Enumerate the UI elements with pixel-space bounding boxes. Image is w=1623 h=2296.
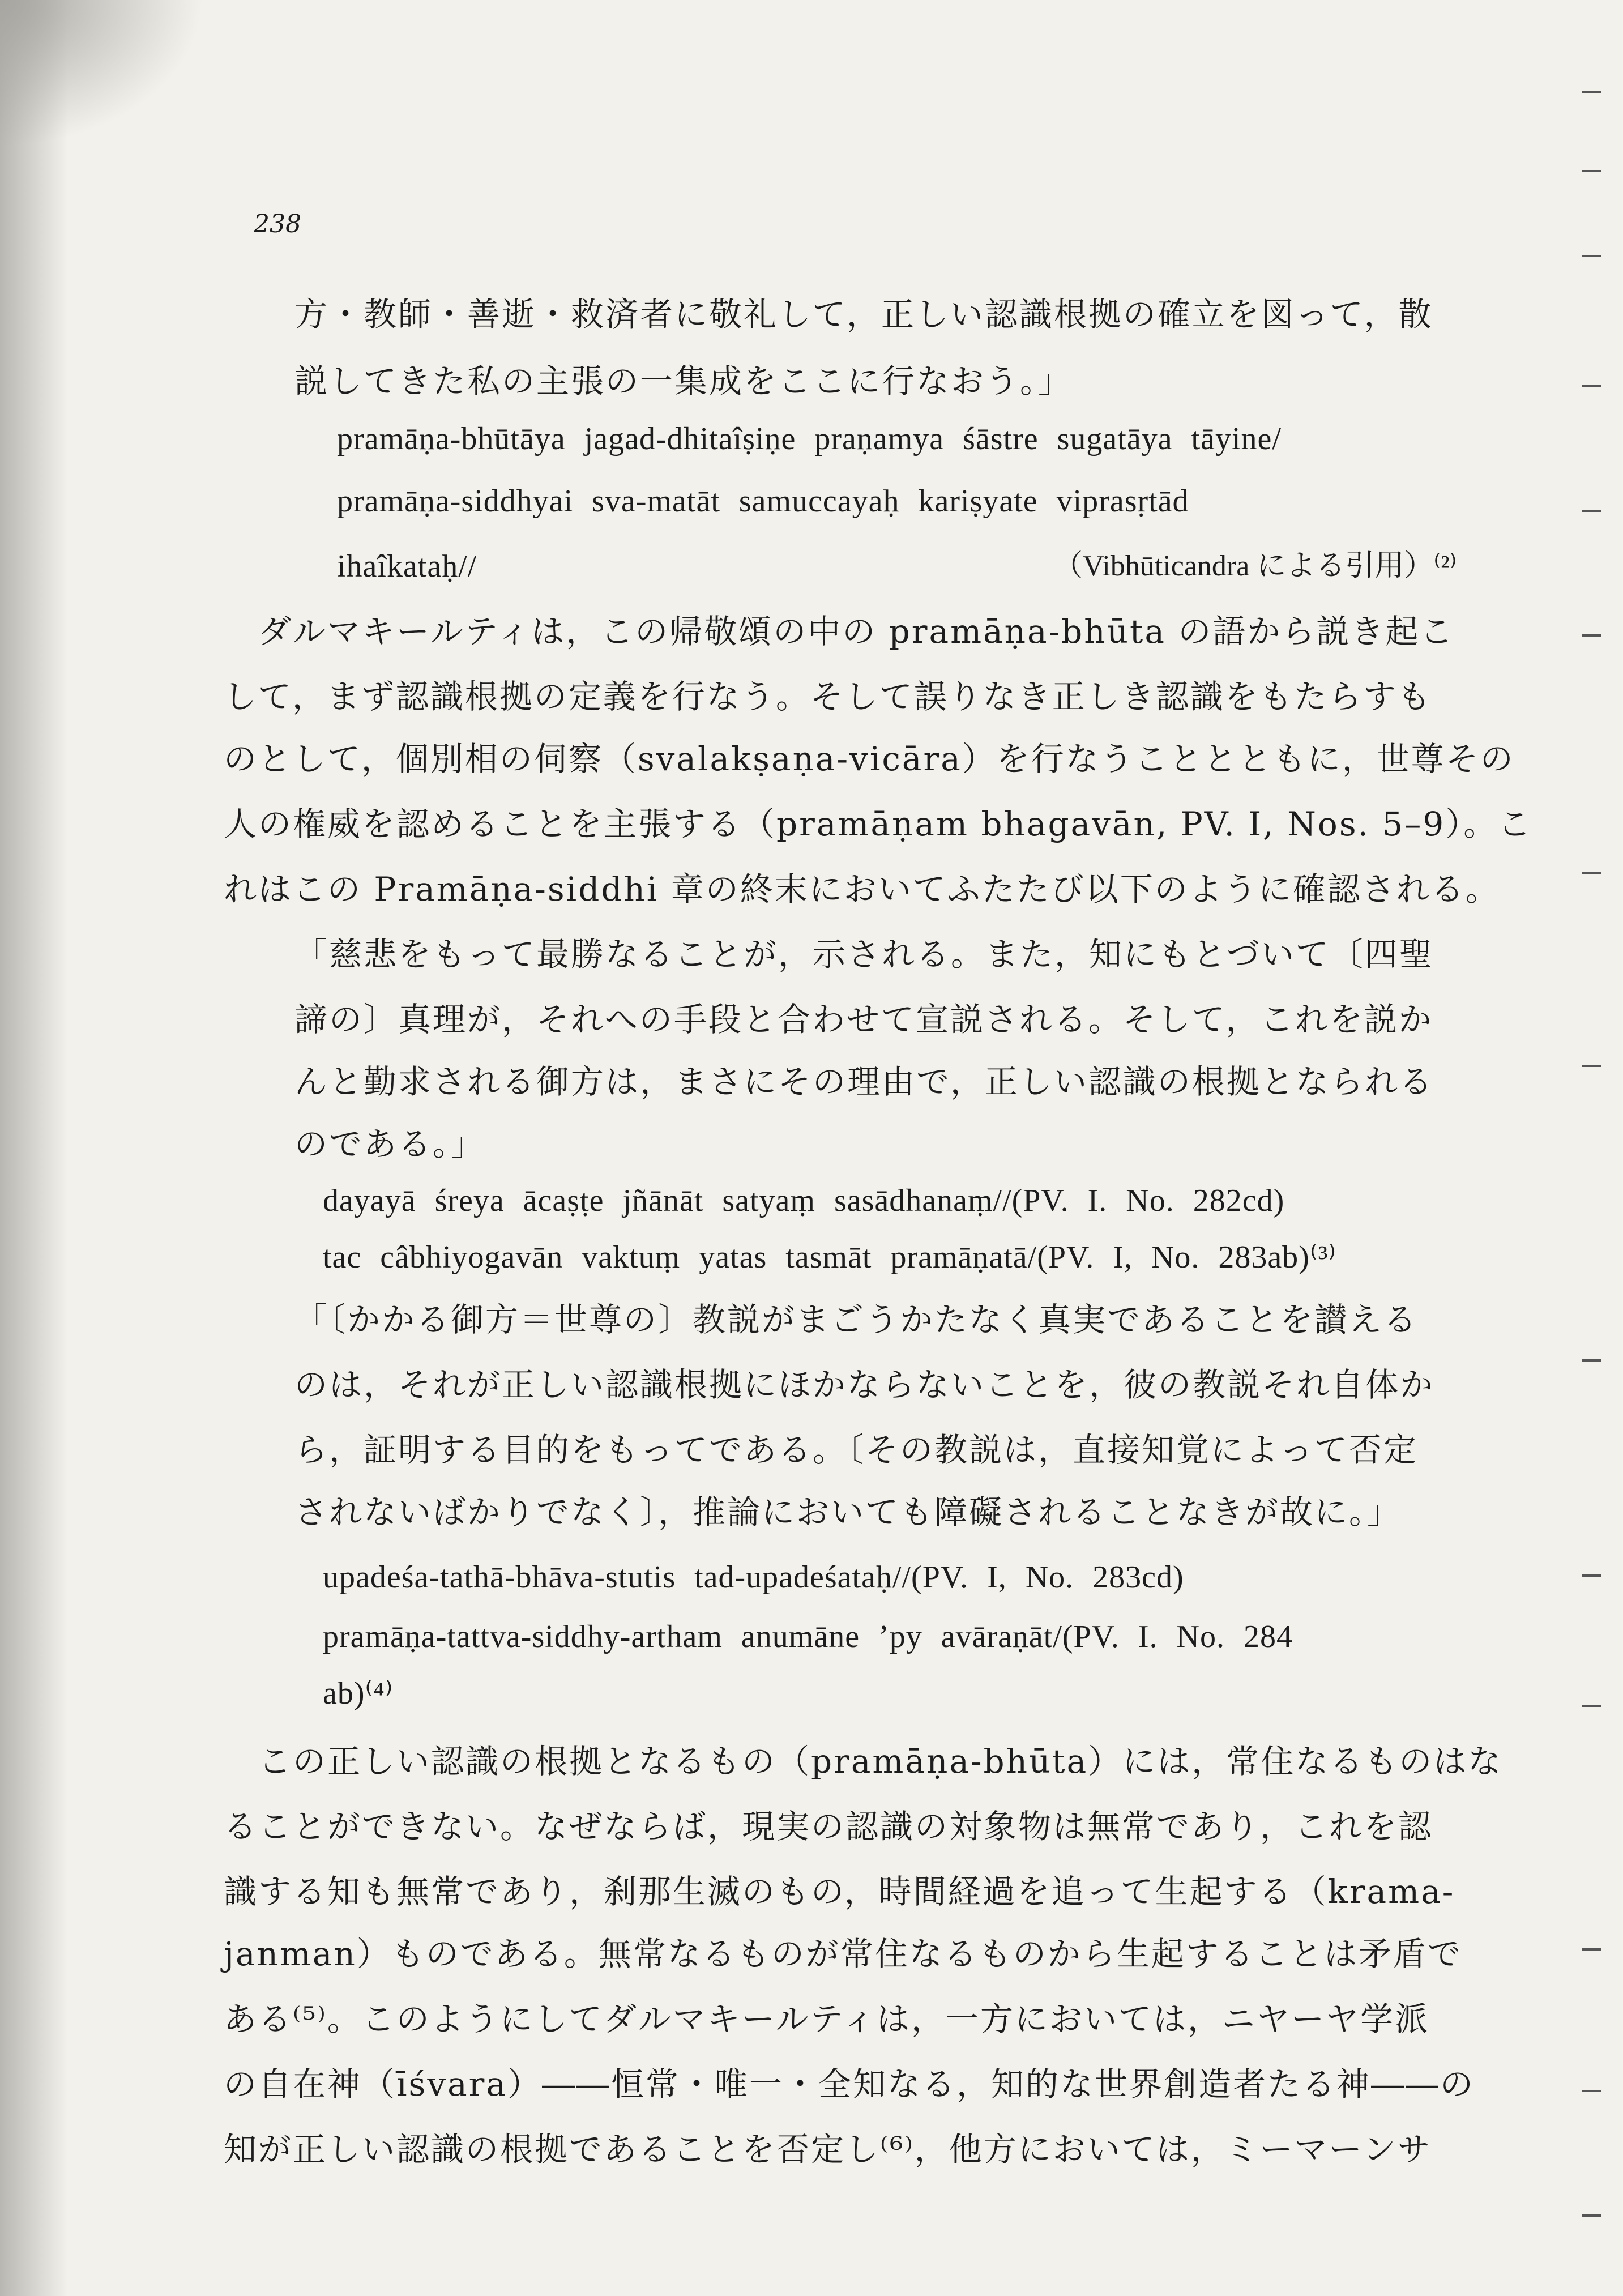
edge-mark (1582, 872, 1601, 874)
text-line: ら，証明する目的をもってである。〔その教説は，直接知覚によって否定 (294, 1431, 1419, 1469)
text-line: のは，それが正しい認識根拠にほかならないことを，彼の教説それ自体か (294, 1365, 1435, 1404)
edge-mark (1582, 510, 1601, 512)
text-line: のとして，個別相の伺察（svalakṣaṇa-vicāra）を行なうこととともに，世尊その (224, 740, 1515, 778)
transliteration-line: ab)⁽⁴⁾ (323, 1676, 394, 1711)
edge-mark (1582, 1948, 1601, 1951)
text-line: この正しい認識の根拠となるもの（pramāṇa-bhūta）には，常住なるものはな (224, 1742, 1503, 1781)
text-line: ることができない。なぜならば，現実の認識の対象物は無常であり，これを認 (224, 1807, 1433, 1846)
text-line: のである。」 (294, 1125, 486, 1163)
transliteration-line: ihaîkataḥ// (337, 549, 477, 584)
text-line: 「慈悲をもって最勝なることが，示される。また，知にもとづいて〔四聖 (294, 935, 1434, 974)
edge-mark (1582, 1705, 1601, 1707)
text-line: ダルマキールティは，この帰敬頌の中の pramāṇa-bhūta の語から説き起こ (224, 612, 1455, 651)
edge-mark (1582, 2090, 1601, 2092)
transliteration-line: pramāṇa-siddhyai sva-matāt samuccayaḥ kariṣyate viprasṛtād (337, 484, 1189, 519)
text-line: れはこの Pramāṇa-siddhi 章の終末においてふたたび以下のように確認される。 (224, 870, 1500, 908)
transliteration-line: pramāṇa-bhūtāya jagad-dhitaîṣiṇe praṇamya śāstre sugatāya tāyine/ (337, 421, 1282, 456)
edge-mark (1582, 2214, 1601, 2217)
text-line: ある⁽⁵⁾。このようにしてダルマキールティは，一方においては，ニヤーヤ学派 (224, 2000, 1429, 2038)
text-line: の自在神（īśvara）――恒常・唯一・全知なる，知的な世界創造者たる神――の (224, 2065, 1475, 2103)
transliteration-line: dayayā śreya ācaṣṭe jñānāt satyaṃ sasādhanaṃ//(PV. I. No. 282cd) (323, 1183, 1285, 1218)
scan-corner-shadow (0, 0, 204, 147)
text-line: 方・教師・善逝・救済者に敬礼して，正しい認識根拠の確立を図って，散 (294, 295, 1433, 334)
edge-mark (1582, 1359, 1601, 1362)
edge-mark (1582, 91, 1601, 93)
edge-mark (1582, 255, 1601, 257)
transliteration-line: pramāṇa-tattva-siddhy-artham anumāne ’py avāraṇāt/(PV. I. No. 284 (323, 1619, 1293, 1654)
text-line: 識する知も無常であり，刹那生滅のもの，時間経過を追って生起する（krama- (224, 1872, 1455, 1911)
text-line: んと勤求される御方は，まさにその理由で，正しい認識の根拠となられる (294, 1062, 1434, 1101)
text-line: janman）ものである。無常なるものが常住なるものから生起することは矛盾で (224, 1935, 1462, 1973)
edge-mark (1582, 170, 1601, 172)
text-line: されないばかりでなく〕，推論においても障礙されることなきが故に。」 (294, 1493, 1402, 1531)
text-line: 諦の〕真理が，それへの手段と合わせて宣説される。そして，これを説か (294, 1000, 1433, 1039)
text-line: 説してきた私の主張の一集成をここに行なおう。」 (294, 362, 1073, 400)
edge-mark (1582, 1065, 1601, 1067)
text-line: 「〔かかる御方＝世尊の〕教説がまごうかたなく真実であることを讃える (294, 1300, 1419, 1339)
edge-mark (1582, 634, 1601, 637)
scan-shadow (0, 0, 68, 2296)
text-line: 人の権威を認めることを主張する（pramāṇam bhagavān, PV. I, Nos. 5–9）。こ (224, 805, 1533, 843)
transliteration-line: tac câbhiyogavān vaktuṃ yatas tasmāt pramāṇatā/(PV. I, No. 283ab)⁽³⁾ (323, 1240, 1337, 1275)
page-number: 238 (254, 210, 301, 238)
text-line: 知が正しい認識の根拠であることを否定し⁽⁶⁾，他方においては，ミーマーンサ (224, 2130, 1432, 2169)
citation-note: （Vibhūticandra による引用）⁽²⁾ (1053, 550, 1457, 582)
transliteration-line: upadeśa-tathā-bhāva-stutis tad-upadeśataḥ//(PV. I, No. 283cd) (323, 1560, 1184, 1595)
text-line: して，まず認識根拠の定義を行なう。そして誤りなき正しき認識をもたらすも (224, 677, 1432, 716)
edge-mark (1582, 1574, 1601, 1577)
edge-mark (1582, 385, 1601, 387)
